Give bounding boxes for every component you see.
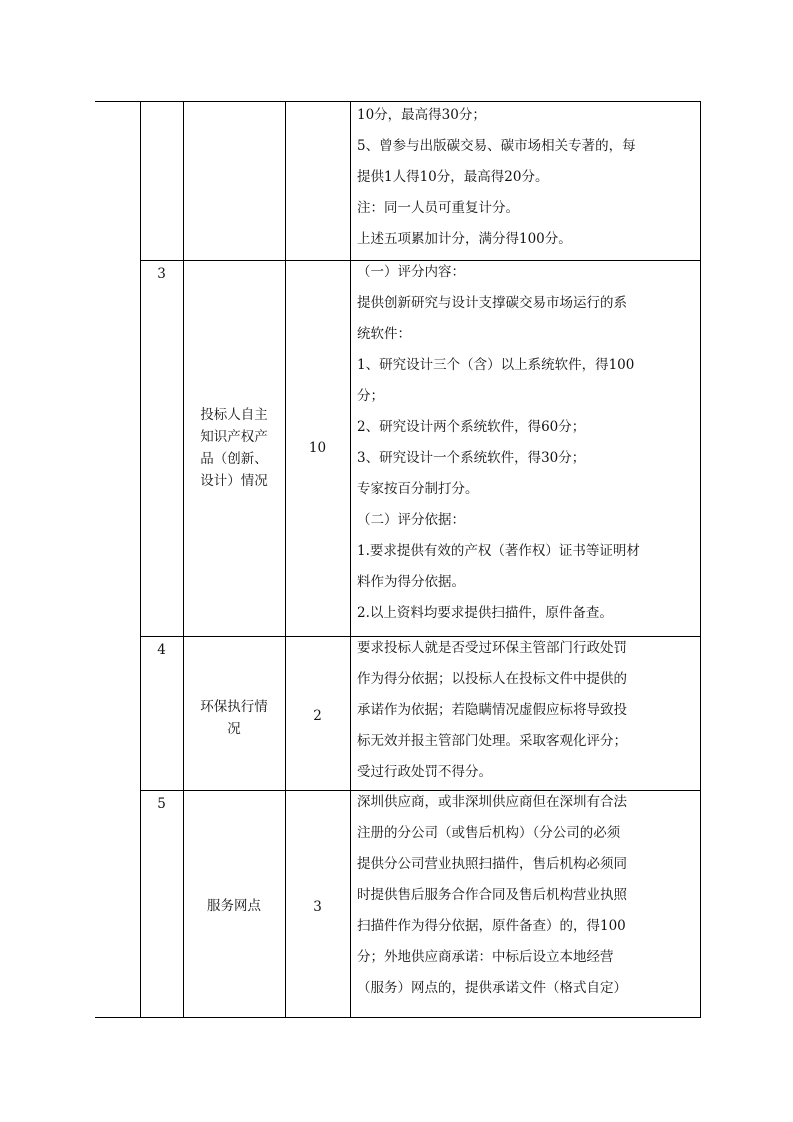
criterion-line: 品（创新、 [200, 451, 268, 467]
row-details [357, 633, 627, 788]
criterion-line: 设计）情况 [200, 473, 268, 489]
column-divider [183, 101, 184, 1018]
detail-line: 提供1人得10分，最高得20分。 [357, 169, 549, 185]
detail-line: （服务）网点的，提供承诺文件（格式自定） [357, 980, 627, 996]
detail-line: 扫描件作为得分依据，原件备查）的，得100 [357, 918, 626, 934]
column-divider [700, 101, 701, 1018]
detail-line: 1.要求提供有效的产权（著作权）证书等证明材 [357, 543, 640, 559]
detail-line: 统软件： [357, 326, 411, 342]
column-divider [350, 101, 351, 1018]
detail-line: 深圳供应商，或非深圳供应商但在深圳有合法 [357, 794, 627, 810]
row-details [357, 100, 636, 255]
criterion-line: 环保执行情 [200, 699, 268, 715]
criterion-line: 服务网点 [207, 898, 261, 914]
detail-line: 上述五项累加计分，满分得100分。 [357, 231, 572, 247]
detail-line: 承诺作为依据；若隐瞒情况虚假应标将导致投 [357, 702, 627, 718]
detail-line: 时提供售后服务合作合同及售后机构营业执照 [357, 887, 627, 903]
detail-line: 受过行政处罚不得分。 [357, 764, 492, 780]
detail-line: 注：同一人员可重复计分。 [357, 200, 519, 216]
detail-line: 分； [357, 388, 384, 404]
detail-line: （二）评分依据： [357, 512, 465, 528]
table-bottom-border [95, 1017, 701, 1018]
detail-line: 注册的分公司（或售后机构）（分公司的必须 [357, 825, 621, 841]
detail-line: 要求投标人就是否受过环保主管部门行政处罚 [357, 640, 627, 656]
detail-line: 提供创新研究与设计支撑碳交易市场运行的系 [357, 295, 627, 311]
row-details [357, 787, 627, 1004]
detail-line: 作为得分依据；以投标人在投标文件中提供的 [357, 671, 627, 687]
detail-line: （一）评分内容： [357, 264, 465, 280]
detail-line: 3、研究设计一个系统软件，得30分； [357, 450, 586, 466]
detail-line: 2.以上资料均要求提供扫描件，原件备查。 [357, 605, 613, 621]
criterion-line: 投标人自主 [200, 407, 268, 423]
weight: 2 [313, 708, 322, 724]
column-divider [140, 101, 141, 1018]
detail-line: 料作为得分依据。 [357, 574, 465, 590]
detail-line: 5、曾参与出版碳交易、碳市场相关专著的，每 [357, 138, 636, 154]
criterion-name [183, 696, 285, 740]
criterion-name [183, 895, 285, 917]
detail-line: 专家按百分制打分。 [357, 481, 479, 497]
column-divider [285, 101, 286, 1018]
detail-line: 2、研究设计两个系统软件，得60分； [357, 419, 586, 435]
detail-line: 标无效并报主管部门处理。采取客观化评分； [357, 733, 627, 749]
detail-line: 10分，最高得30分； [357, 107, 486, 123]
criterion-name [183, 404, 285, 492]
detail-line: 1、研究设计三个（含）以上系统软件，得100 [357, 357, 635, 373]
row-number: 3 [157, 266, 166, 282]
criterion-line: 知识产权产 [200, 429, 268, 445]
row-number: 4 [157, 642, 166, 658]
detail-line: 提供分公司营业执照扫描件，售后机构必须同 [357, 856, 627, 872]
weight: 3 [313, 899, 322, 915]
detail-line: 分；外地供应商承诺：中标后设立本地经营 [357, 949, 614, 965]
criterion-line: 况 [227, 721, 241, 737]
row-number: 5 [157, 796, 166, 812]
weight: 10 [308, 440, 327, 456]
row-details [357, 257, 640, 629]
